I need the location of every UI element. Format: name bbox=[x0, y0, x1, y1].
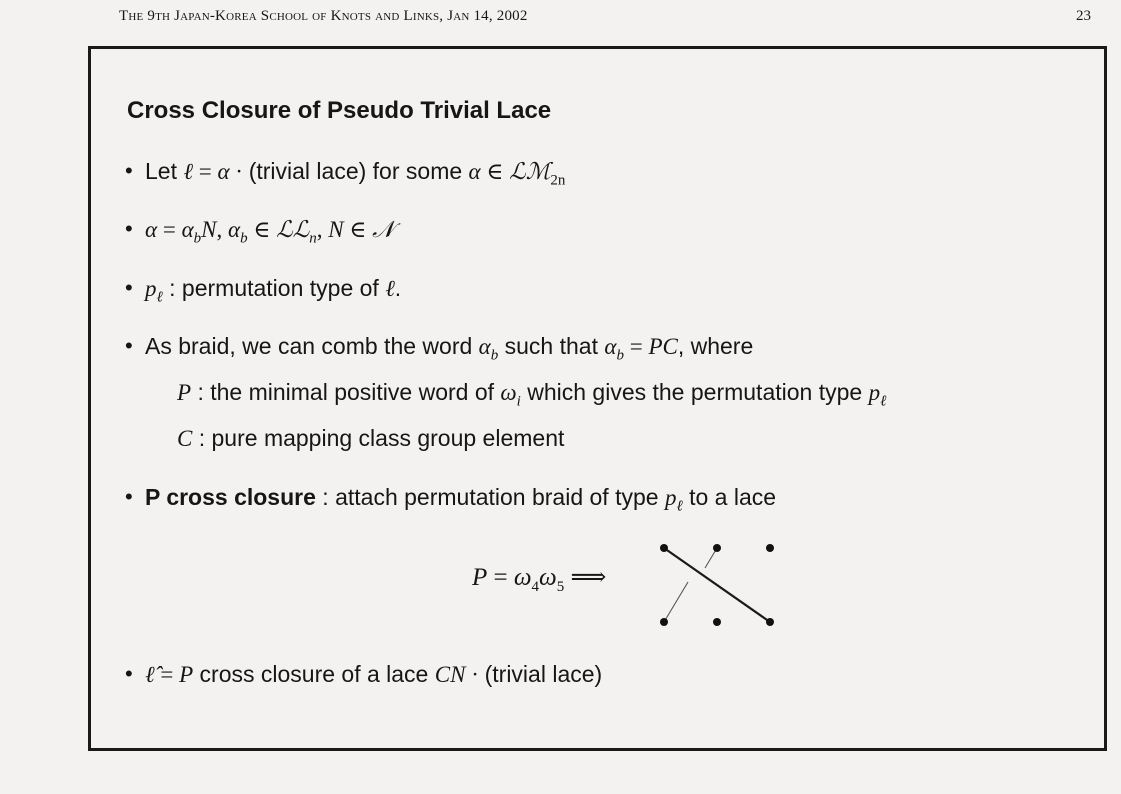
bullet-1: • Let ℓ = α · (trivial lace) for some α ∈ ℒℳ$_{2n}$ bbox=[125, 158, 566, 189]
braid-point bbox=[660, 618, 668, 626]
bullet-dot: • bbox=[125, 275, 133, 300]
equation-P: $P = \omega_4\omega_5$ ⟹ bbox=[472, 564, 607, 595]
bullet-5: • P cross closure : attach permutation braid of type $p_\ell$ to a lace bbox=[125, 484, 777, 515]
bullet-6: • ℓ̂ = P cross closure of a lace CN · (trivial lace) bbox=[125, 661, 603, 687]
braid-point bbox=[713, 618, 721, 626]
bullet-dot: • bbox=[125, 661, 133, 686]
definition-P: P : the minimal positive word of $\omega_i$ which gives the permutation type $p_\ell$ bbox=[177, 379, 887, 410]
bullet-3: • $p_\ell$ : permutation type of ℓ. bbox=[125, 275, 402, 306]
running-header bbox=[119, 8, 1091, 30]
slide-title: Cross Closure of Pseudo Trivial Lace bbox=[127, 97, 552, 124]
braid-point bbox=[660, 544, 668, 552]
bullet-4: • As braid, we can comb the word $\alpha_b$ such that $\alpha_b$ = PC, where bbox=[125, 333, 754, 364]
header-title: The 9th Japan-Korea School of Knots and Links, Jan 14, 2002 bbox=[119, 8, 528, 24]
bullet-dot: • bbox=[125, 158, 133, 183]
definition-C: C : pure mapping class group element bbox=[177, 425, 565, 451]
slide-frame bbox=[88, 46, 1107, 751]
braid-strand-under-bottom bbox=[664, 582, 688, 622]
bullet-dot: • bbox=[125, 484, 133, 509]
bullet-2: • $\alpha = \alpha_bN$, $\alpha_b$ ∈ ℒℒ$_n$, N ∈ 𝒩 bbox=[125, 216, 395, 247]
permutation-braid-diagram bbox=[651, 538, 781, 628]
bullet-dot: • bbox=[125, 333, 133, 358]
braid-strand-over bbox=[664, 548, 770, 622]
bullet-dot: • bbox=[125, 216, 133, 241]
page-number: 23 bbox=[1076, 8, 1091, 24]
braid-point bbox=[766, 544, 774, 552]
braid-point bbox=[766, 618, 774, 626]
braid-point bbox=[713, 544, 721, 552]
